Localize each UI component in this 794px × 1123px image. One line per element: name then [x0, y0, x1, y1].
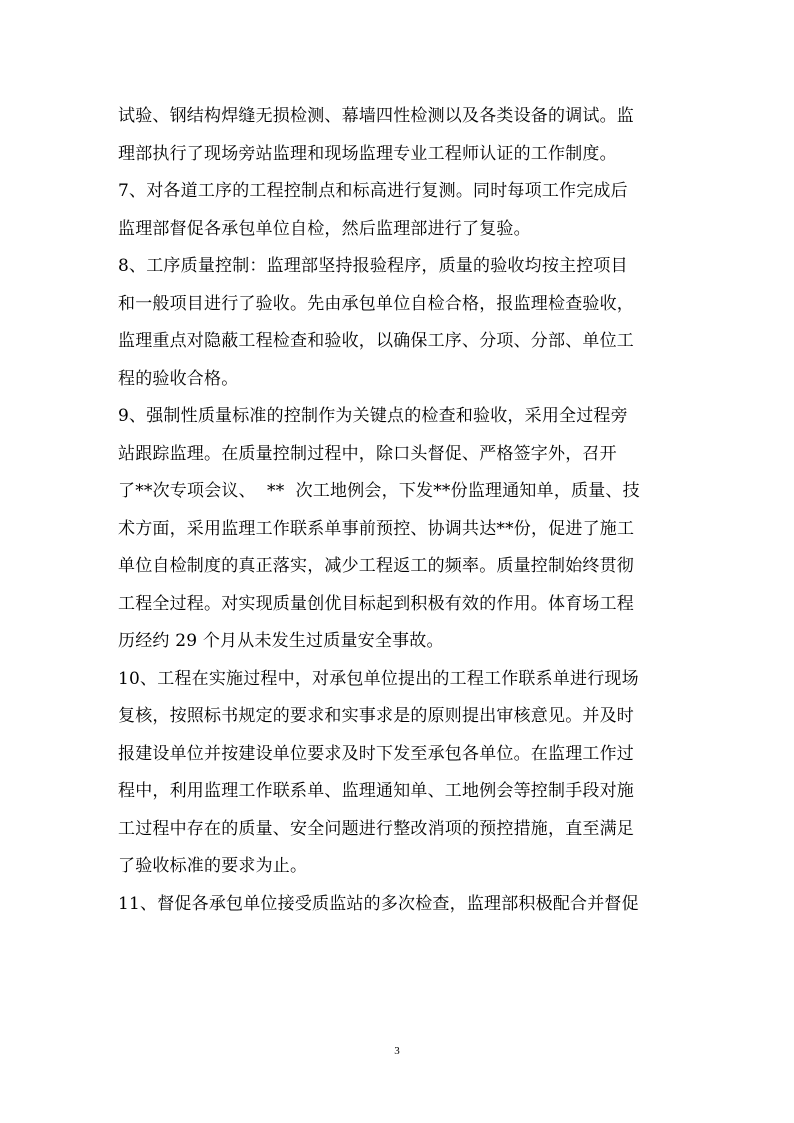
- text-line: 试验、钢结构焊缝无损检测、幕墙四性检测以及各类设备的调试。监: [118, 106, 634, 126]
- text-line: 了验收标准的要求为止。: [118, 856, 308, 876]
- text-line: 术方面，采用监理工作联系单事前预控、协调共达**份，促进了施工: [118, 518, 635, 539]
- text-line: 9、强制性质量标准的控制作为关键点的检查和验收，采用全过程旁: [118, 406, 628, 426]
- text-line: 单位自检制度的真正落实，减少工程返工的频率。质量控制始终贯彻: [118, 556, 634, 576]
- text-line: 7、对各道工序的工程控制点和标高进行复测。同时每项工作完成后: [118, 181, 628, 201]
- text-line: 工过程中存在的质量、安全问题进行整改消项的预控措施，直至满足: [118, 818, 634, 839]
- text-line: 工程全过程。对实现质量创优目标起到积极有效的作用。体育场工程: [118, 593, 634, 614]
- text-line: 了**次专项会议、 ** 次工地例会，下发**份监理通知单，质量、技: [118, 481, 640, 501]
- text-line: 10、工程在实施过程中，对承包单位提出的工程工作联系单进行现场: [118, 668, 639, 689]
- text-line: 复核，按照标书规定的要求和实事求是的原则提出审核意见。并及时: [118, 706, 634, 726]
- text-line: 监理重点对隐蔽工程检查和验收，以确保工序、分项、分部、单位工: [118, 331, 634, 351]
- text-line: 11、督促各承包单位接受质监站的多次检查，监理部积极配合并督促: [118, 893, 639, 914]
- text-line: 程中，利用监理工作联系单、监理通知单、工地例会等控制手段对施: [118, 781, 634, 801]
- text-line: 历经约 29 个月从未发生过质量安全事故。: [118, 631, 444, 651]
- text-line: 监理部督促各承包单位自检，然后监理部进行了复验。: [118, 218, 531, 239]
- text-line: 程的验收合格。: [118, 368, 239, 389]
- text-line: 理部执行了现场旁站监理和现场监理专业工程师认证的工作制度。: [118, 143, 617, 164]
- page-number: 3: [394, 1045, 400, 1057]
- body-text: [118, 98, 684, 923]
- text-line: 和一般项目进行了验收。先由承包单位自检合格，报监理检查验收，: [118, 293, 634, 314]
- text-line: 8、工序质量控制：监理部坚持报验程序，质量的验收均按主控项目: [118, 256, 628, 276]
- text-line: 报建设单位并按建设单位要求及时下发至承包各单位。在监理工作过: [118, 743, 634, 764]
- text-line: 站跟踪监理。在质量控制过程中，除口头督促、严格签字外，召开: [118, 443, 617, 464]
